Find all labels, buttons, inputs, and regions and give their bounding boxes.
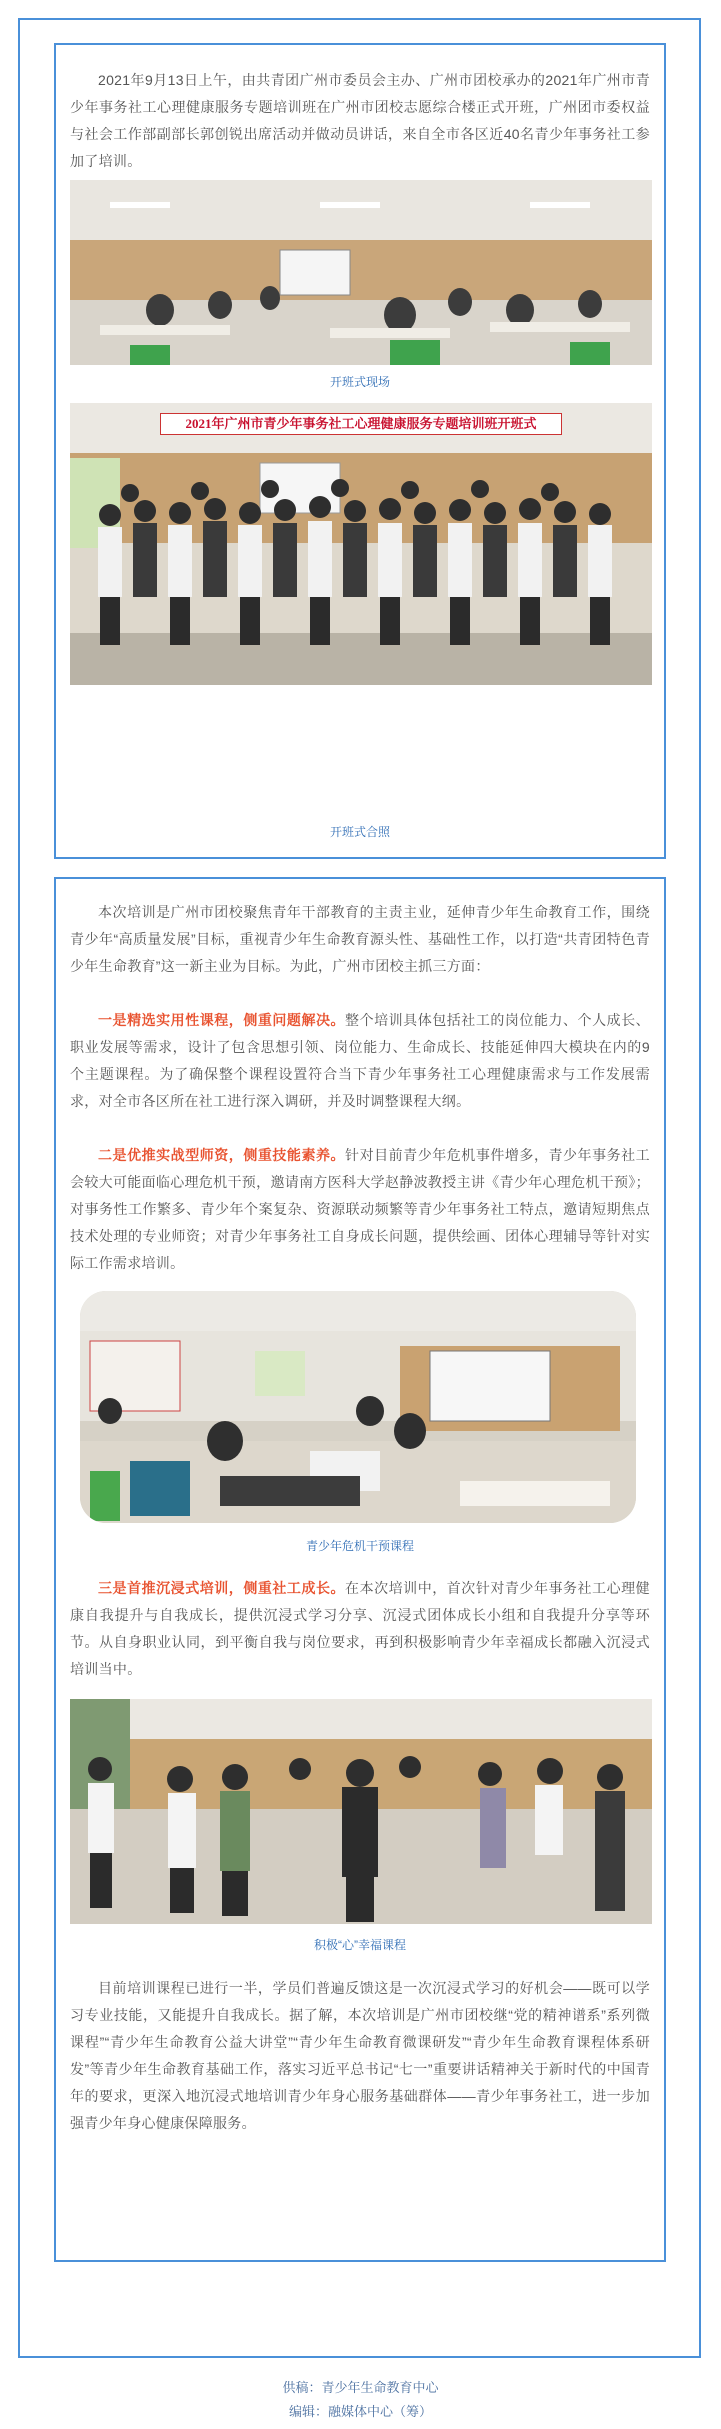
classroom-illustration xyxy=(70,180,652,365)
group-photo xyxy=(70,403,652,685)
point-three-heading: 三是首推沉浸式培训，侧重社工成长。 xyxy=(98,1580,346,1596)
point-one-paragraph xyxy=(70,1007,650,1115)
photo-caption-4: 积极“心”幸福课程 xyxy=(314,1938,406,1952)
photo-caption-3: 青少年危机干预课程 xyxy=(305,1539,414,1553)
point-two-paragraph xyxy=(70,1142,650,1277)
happiness-course-illustration xyxy=(70,1699,652,1924)
point-three-paragraph xyxy=(70,1575,650,1683)
photo-caption-2: 开班式合照 xyxy=(329,825,390,839)
point-two-text: 针对目前青少年危机事件增多，青少年事务社工会较大可能面临心理危机干预，邀请南方医科大学赵静波教授主讲《青少年心理危机干预》；对事务性工作繁多、青少年个案复杂、资源联动频繁等青少年事务社工特点，邀请短期焦点技术处理的专业师资；对青少年事务社工自身成长问题，提供绘画、团体心理辅导等针对实际工作需求培训。 xyxy=(70,1147,650,1271)
training-overview-paragraph: 本次培训是广州市团校聚焦青年干部教育的主责主业，延伸青少年生命教育工作，围绕青少年“高质量发展”目标，重视青少年生命教育源头性、基础性工作，以打造“共青团特色青少年生命教育”这一新主业为目标。为此，广州市团校主抓三方面： xyxy=(70,904,650,974)
point-two-heading: 二是优推实战型师资，侧重技能素养。 xyxy=(98,1147,346,1163)
happiness-course-photo xyxy=(70,1699,652,1924)
photo-caption-1: 开班式现场 xyxy=(329,375,390,389)
crisis-course-photo xyxy=(80,1291,636,1523)
training-section xyxy=(54,877,666,2262)
point-one-text: 整个培训具体包括社工的岗位能力、个人成长、职业发展等需求，设计了包含思想引领、岗位能力、生命成长、技能延伸四大模块在内的9个主题课程。为了确保整个课程设置符合当下青少年事务社工心理健康需求与工作发展需求，对全市各区所在社工进行深入调研，并及时调整课程大纲。 xyxy=(70,1012,650,1109)
summary-paragraph: 目前培训课程已进行一半，学员们普遍反馈这是一次沉浸式学习的好机会——既可以学习专业技能，又能提升自我成长。据了解，本次培训是广州市团校继“党的精神谱系”系列微课程”“青少年生命教育公益大讲堂”“青少年生命教育微课研发”“青少年生命教育课程体系研发”等青少年生命教育基础工作，落实习近平总书记“七一”重要讲话精神关于新时代的中国青年的要求，更深入地沉浸式地培训青少年身心服务基础群体——青少年事务社工，进一步加强青少年身心健康保障服务。 xyxy=(70,1980,650,2131)
opening-section xyxy=(54,43,666,859)
point-three-text: 在本次培训中，首次针对青少年事务社工心理健康自我提升与自我成长，提供沉浸式学习分享、沉浸式团体成长小组和自我提升分享等环节。从自身职业认同，到平衡自我与岗位要求，再到积极影响青少年幸福成长都融入沉浸式培训当中。 xyxy=(70,1580,650,1677)
intro-paragraph: 2021年9月13日上午，由共青团广州市委员会主办、广州市团校承办的2021年广州市青少年事务社工心理健康服务专题培训班在广州市团校志愿综合楼正式开班，广州团市委权益与社会工作部副部长郭创锐出席活动并做动员讲话，来自全市各区近40名青少年事务社工参加了培训。 xyxy=(70,72,650,169)
crisis-course-illustration xyxy=(80,1291,636,1523)
group-illustration xyxy=(70,403,652,685)
editor-credit: 编辑：融媒体中心（筹） xyxy=(288,2404,432,2419)
ceremony-banner: 2021年广州市青少年事务社工心理健康服务专题培训班开班式 xyxy=(160,413,562,435)
point-one-heading: 一是精选实用性课程，侧重问题解决。 xyxy=(98,1012,346,1028)
source-credit: 供稿：青少年生命教育中心 xyxy=(282,2380,439,2395)
opening-ceremony-photo xyxy=(70,180,652,365)
